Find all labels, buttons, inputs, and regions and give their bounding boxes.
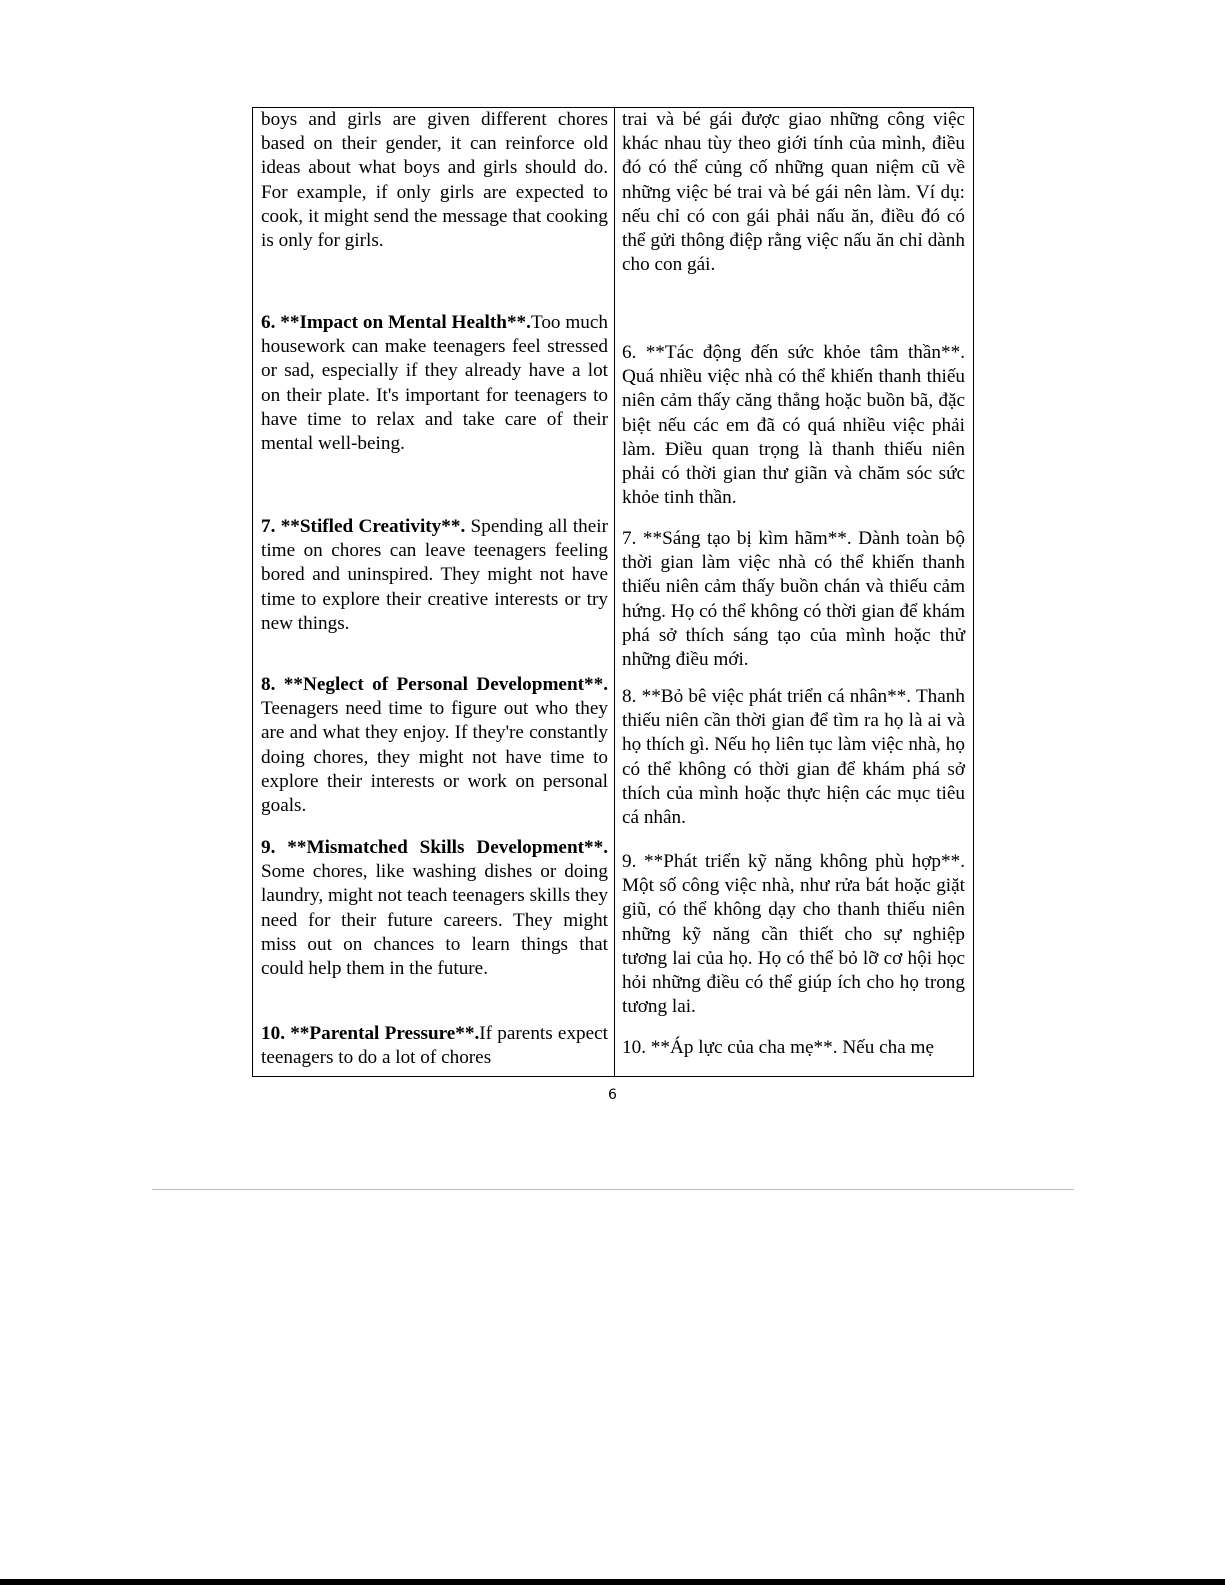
paragraph-text: Too much housework can make teenagers feel stressed or sad, especially if they already have a lot on their plate. It's important for teenagers to have time to relax and take care of their mental well-being. (261, 312, 608, 455)
vietnamese-paragraph-6: 6. **Tác động đến sức khỏe tâm thần**. Quá nhiều việc nhà có thể khiến thanh thiếu niên cảm thấy căng thẳng hoặc buồn bã, đặc biệt nếu các em đã có quá nhiều việc phải làm. Điều quan trọng là thanh thiếu niên phải có thời gian thư giãn và chăm sóc sức khỏe tinh thần. (622, 342, 965, 509)
paragraph-heading: 6. **Impact on Mental Health**. (261, 312, 531, 333)
paragraph-heading: 7. **Stifled Creativity**. (261, 516, 466, 537)
paragraph-heading: 9. **Mismatched Skills Development**. (261, 837, 608, 858)
vietnamese-paragraph-7: 7. **Sáng tạo bị kìm hãm**. Dành toàn bộ thời gian làm việc nhà có thể khiến thanh thiếu niên cảm thấy buồn chán và thiếu cảm hứng. Họ có thể không có thời gian để khám phá sở thích sáng tạo của mình hoặc thử những điều mới. (622, 528, 965, 671)
vietnamese-paragraph-5-continued: trai và bé gái được giao những công việc khác nhau tùy theo giới tính của mình, điều đó có thể củng cố những quan niệm cũ về những việc bé trai và bé gái nên làm. Ví dụ: nếu chỉ có con gái phải nấu ăn, điều đó có thể gửi thông điệp rằng việc nấu ăn chỉ dành cho con gái. (622, 109, 965, 276)
english-paragraph-6 (261, 311, 608, 456)
english-paragraph-5-continued (261, 108, 608, 253)
vietnamese-paragraph-10: 10. **Áp lực của cha mẹ**. Nếu cha mẹ (622, 1037, 934, 1058)
page-number: 6 (608, 1087, 617, 1103)
page-divider (152, 1189, 1074, 1190)
paragraph-text: Spending all their time on chores can leave teenagers feeling bored and uninspired. They might not have time to explore their creative interests or try new things. (261, 516, 608, 634)
paragraph-text: boys and girls are given different chores based on their gender, it can reinforce old ideas about what boys and girls should do. For example, if only girls are expected to cook, it might send the message that cooking is only for girls. (261, 109, 608, 252)
bottom-edge-bar (0, 1579, 1225, 1585)
english-paragraph-7 (261, 515, 608, 636)
paragraph-text: Teenagers need time to figure out who they are and what they enjoy. If they're constantly doing chores, they might not have time to explore their interests or work on personal goals. (261, 698, 608, 817)
vietnamese-paragraph-9: 9. **Phát triển kỹ năng không phù hợp**. Một số công việc nhà, như rửa bát hoặc giặt giũ, có thể không dạy cho thanh thiếu niên những kỹ năng cần thiết cho sự nghiệp tương lai của họ. Họ có thể bỏ lỡ cơ hội học hỏi những điều có thể giúp ích cho họ trong tương lai. (622, 851, 965, 1018)
paragraph-text: If parents expect teenagers to do a lot of chores (261, 1023, 608, 1069)
english-paragraph-9 (261, 836, 608, 981)
vietnamese-paragraph-8: 8. **Bỏ bê việc phát triển cá nhân**. Thanh thiếu niên cần thời gian để tìm ra họ là ai và họ thích gì. Nếu họ liên tục làm việc nhà, họ có thể không có thời gian để khám phá sở thích của mình hoặc thực hiện các mục tiêu cá nhân. (622, 686, 965, 829)
paragraph-heading: 8. **Neglect of Personal Development**. (261, 674, 608, 695)
paragraph-heading: 10. **Parental Pressure**. (261, 1023, 480, 1044)
english-column (253, 108, 615, 1076)
english-paragraph-10 (261, 1022, 608, 1070)
bilingual-table (252, 107, 974, 1077)
english-paragraph-8 (261, 673, 608, 818)
paragraph-text: Some chores, like washing dishes or doing laundry, might not teach teenagers skills they need for their future careers. They might miss out on chances to learn things that could help them in the future. (261, 861, 608, 980)
vietnamese-column (615, 108, 973, 1076)
